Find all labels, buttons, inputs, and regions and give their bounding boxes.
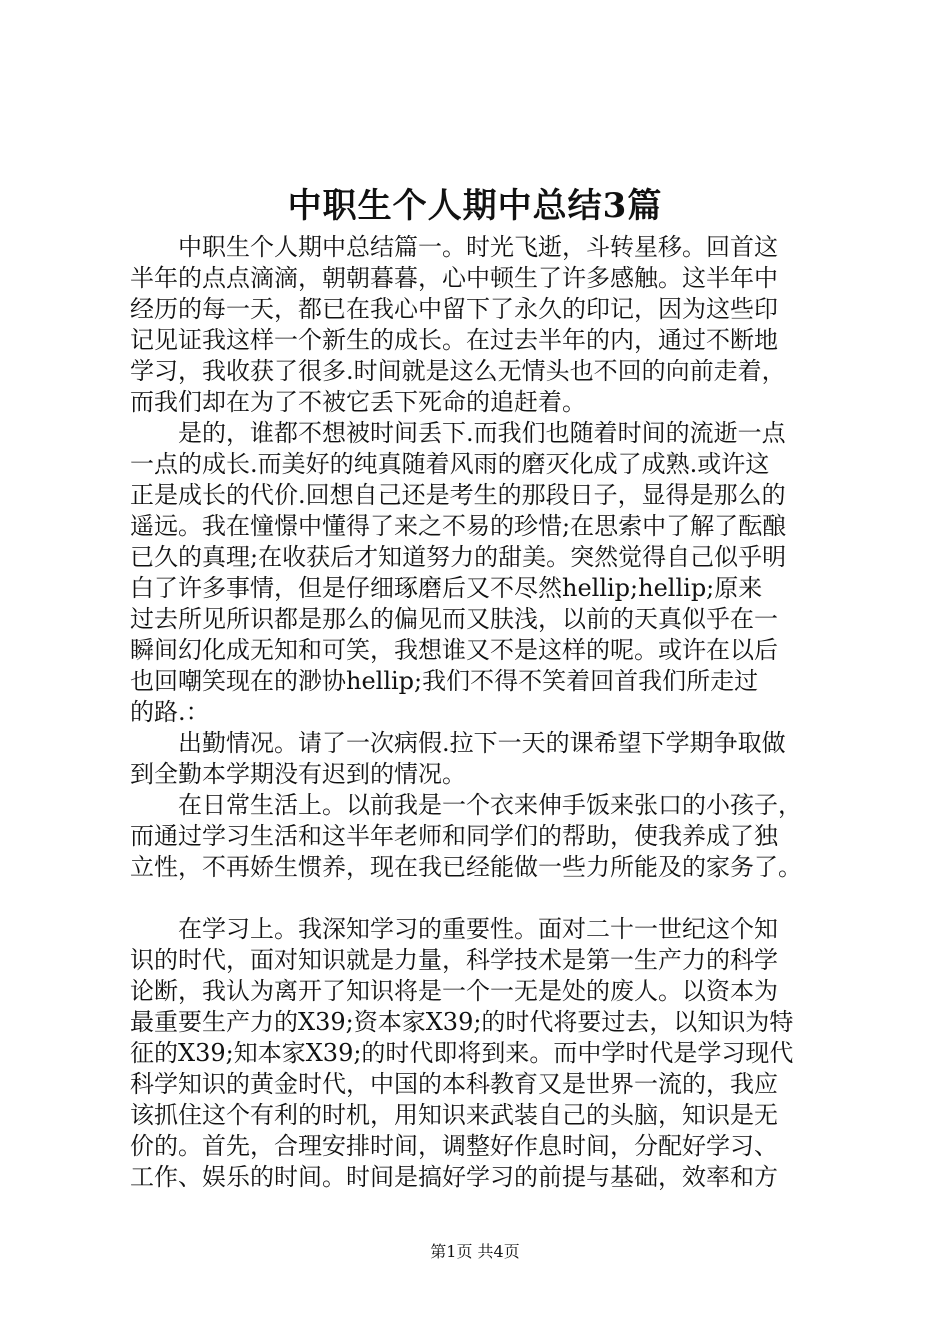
text-line: 工作、娱乐的时间。时间是搞好学习的前提与基础，效率和方 (130, 1163, 778, 1191)
text-line: 记见证我这样一个新生的成长。在过去半年的内，通过不断地 (130, 326, 778, 354)
text-line: 学习，我收获了很多.时间就是这么无情头也不回的向前走着， (130, 357, 786, 385)
text-line: 是的，谁都不想被时间丢下.而我们也随着时间的流逝一点 (130, 419, 786, 447)
text-line: 过去所见所识都是那么的偏见而又肤浅，以前的天真似乎在一 (130, 605, 778, 633)
text-line: 而通过学习生活和这半年老师和同学们的帮助，使我养成了独 (130, 822, 778, 850)
text-line: 正是成长的代价.回想自己还是考生的那段日子，显得是那么的 (130, 481, 786, 509)
text-line: 也回嘲笑现在的渺协hellip;我们不得不笑着回首我们所走过 (130, 667, 759, 695)
text-line: 论断，我认为离开了知识将是一个一无是处的废人。以资本为 (130, 977, 778, 1005)
text-line: 最重要生产力的X39;资本家X39;的时代将要过去，以知识为特 (130, 1008, 794, 1036)
document-body (130, 232, 830, 1193)
text-line: 中职生个人期中总结篇一。时光飞逝，斗转星移。回首这 (130, 233, 778, 261)
text-line: 该抓住这个有利的时机，用知识来武装自己的头脑，知识是无 (130, 1101, 778, 1129)
text-line: 在学习上。我深知学习的重要性。面对二十一世纪这个知 (130, 915, 778, 943)
text-line: 在日常生活上。以前我是一个衣来伸手饭来张口的小孩子， (130, 791, 802, 819)
text-line: 瞬间幻化成无知和可笑，我想谁又不是这样的呢。或许在以后 (130, 636, 778, 664)
text-line: 白了许多事情，但是仔细琢磨后又不尽然hellip;hellip;原来 (130, 574, 763, 602)
text-line: 经历的每一天，都已在我心中留下了永久的印记，因为这些印 (130, 295, 778, 323)
text-line: 立性，不再娇生惯养，现在我已经能做一些力所能及的家务了。 (130, 853, 802, 881)
text-line: 而我们却在为了不被它丢下死命的追赶着。 (130, 388, 586, 416)
text-line: 识的时代，面对知识就是力量，科学技术是第一生产力的科学 (130, 946, 778, 974)
text-line: 遥远。我在憧憬中懂得了来之不易的珍惜;在思索中了解了酝酿 (130, 512, 787, 540)
text-line: 一点的成长.而美好的纯真随着风雨的磨灭化成了成熟.或许这 (130, 450, 770, 478)
text-line: 半年的点点滴滴，朝朝暮暮，心中顿生了许多感触。这半年中 (130, 264, 778, 292)
text-line: 价的。首先，合理安排时间，调整好作息时间，分配好学习、 (130, 1132, 778, 1160)
text-line: 的路.： (130, 698, 210, 726)
document-title: 中职生个人期中总结3篇 (287, 186, 663, 226)
page-footer: 第1页 共4页 (430, 1242, 520, 1261)
text-line: 征的X39;知本家X39;的时代即将到来。而中学时代是学习现代 (130, 1039, 794, 1067)
text-line: 科学知识的黄金时代，中国的本科教育又是世界一流的，我应 (130, 1070, 778, 1098)
blank-line (130, 883, 830, 914)
text-line: 出勤情况。请了一次病假.拉下一天的课希望下学期争取做 (130, 729, 786, 757)
text-line: 已久的真理;在收获后才知道努力的甜美。突然觉得自己似乎明 (130, 543, 787, 571)
text-line: 到全勤本学期没有迟到的情况。 (130, 760, 466, 788)
